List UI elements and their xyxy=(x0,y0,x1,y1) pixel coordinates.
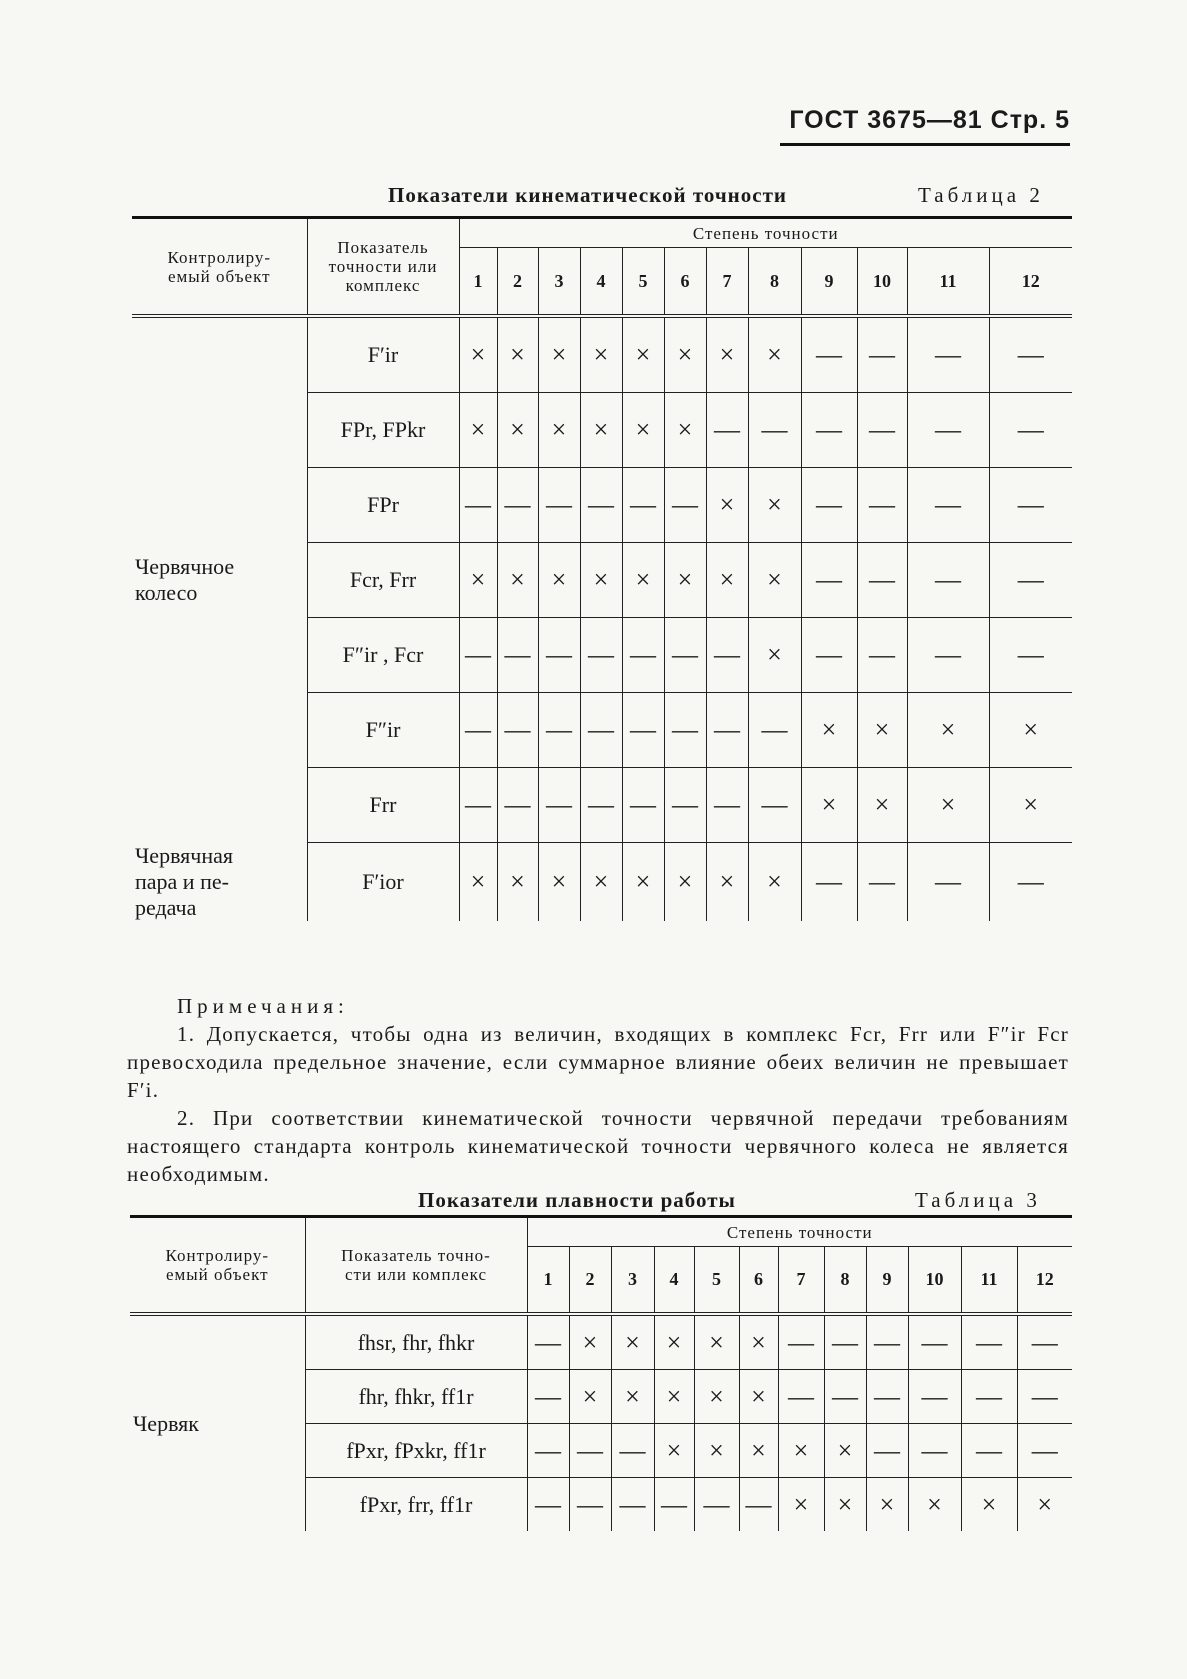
dash-mark: — xyxy=(654,1478,694,1532)
indicator-cell: FPr, FPkr xyxy=(307,393,459,468)
header-degree-1: 1 xyxy=(459,248,497,317)
cross-mark: × xyxy=(857,693,907,768)
cross-mark: × xyxy=(694,1314,739,1370)
table2-title: Показатели кинематической точности xyxy=(388,183,788,207)
cross-mark: × xyxy=(538,843,580,921)
dash-mark: — xyxy=(459,618,497,693)
dash-mark: — xyxy=(1017,1370,1072,1424)
dash-mark: — xyxy=(907,543,989,618)
header-degree-12: 12 xyxy=(1017,1247,1072,1315)
cross-mark: × xyxy=(801,693,857,768)
note-1: 1. Допускается, чтобы одна из величин, входящих в комплекс Fcr, Frr или F″ir Fcr превосходила предельное значение, если суммарное влияние обеих величин не превышает F′i. xyxy=(127,1022,1069,1102)
header-degree-7: 7 xyxy=(706,248,748,317)
cross-mark: × xyxy=(907,768,989,843)
dash-mark: — xyxy=(538,468,580,543)
dash-mark: — xyxy=(824,1314,866,1370)
dash-mark: — xyxy=(907,393,989,468)
dash-mark: — xyxy=(801,843,857,921)
cross-mark: × xyxy=(961,1478,1017,1532)
table-row xyxy=(132,316,1072,393)
indicator-cell: fPxr, fPxkr, ff1r xyxy=(305,1424,527,1478)
header-degree-6: 6 xyxy=(664,248,706,317)
header-degree-12: 12 xyxy=(989,248,1072,317)
dash-mark: — xyxy=(611,1424,654,1478)
header-indicator: Показатель точности или комплекс xyxy=(307,218,459,317)
cross-mark: × xyxy=(866,1478,908,1532)
cross-mark: × xyxy=(778,1424,824,1478)
dash-mark: — xyxy=(824,1370,866,1424)
header-degree-6: 6 xyxy=(739,1247,778,1315)
dash-mark: — xyxy=(778,1314,824,1370)
cross-mark: × xyxy=(497,843,538,921)
dash-mark: — xyxy=(664,618,706,693)
header-degree-9: 9 xyxy=(801,248,857,317)
table3 xyxy=(130,1215,1072,1531)
header-degree: Степень точности xyxy=(459,218,1072,248)
dash-mark: — xyxy=(857,843,907,921)
indicator-cell: Frr xyxy=(307,768,459,843)
dash-mark: — xyxy=(497,468,538,543)
dash-mark: — xyxy=(622,693,664,768)
cross-mark: × xyxy=(622,843,664,921)
dash-mark: — xyxy=(857,543,907,618)
dash-mark: — xyxy=(611,1478,654,1532)
dash-mark: — xyxy=(569,1478,611,1532)
dash-mark: — xyxy=(706,768,748,843)
cross-mark: × xyxy=(664,543,706,618)
header-degree-5: 5 xyxy=(622,248,664,317)
indicator-cell: F′ir xyxy=(307,316,459,393)
dash-mark: — xyxy=(748,693,801,768)
indicator-cell: F′ior xyxy=(307,843,459,921)
header-degree-7: 7 xyxy=(778,1247,824,1315)
dash-mark: — xyxy=(989,543,1072,618)
dash-mark: — xyxy=(527,1314,569,1370)
dash-mark: — xyxy=(908,1370,961,1424)
dash-mark: — xyxy=(961,1370,1017,1424)
dash-mark: — xyxy=(801,618,857,693)
header-degree-2: 2 xyxy=(569,1247,611,1315)
cross-mark: × xyxy=(538,393,580,468)
header-degree-11: 11 xyxy=(907,248,989,317)
dash-mark: — xyxy=(527,1478,569,1532)
header-degree-11: 11 xyxy=(961,1247,1017,1315)
dash-mark: — xyxy=(527,1370,569,1424)
dash-mark: — xyxy=(801,393,857,468)
cross-mark: × xyxy=(989,768,1072,843)
indicator-cell: fhsr, fhr, fhkr xyxy=(305,1314,527,1370)
dash-mark: — xyxy=(459,768,497,843)
cross-mark: × xyxy=(622,393,664,468)
header-degree-10: 10 xyxy=(857,248,907,317)
cross-mark: × xyxy=(654,1370,694,1424)
cross-mark: × xyxy=(580,316,622,393)
cross-mark: × xyxy=(748,468,801,543)
cross-mark: × xyxy=(694,1370,739,1424)
dash-mark: — xyxy=(580,693,622,768)
dash-mark: — xyxy=(538,693,580,768)
dash-mark: — xyxy=(989,468,1072,543)
dash-mark: — xyxy=(857,316,907,393)
dash-mark: — xyxy=(989,843,1072,921)
header-degree-8: 8 xyxy=(748,248,801,317)
dash-mark: — xyxy=(527,1424,569,1478)
cross-mark: × xyxy=(611,1370,654,1424)
cross-mark: × xyxy=(459,843,497,921)
cross-mark: × xyxy=(857,768,907,843)
dash-mark: — xyxy=(664,693,706,768)
indicator-cell: F″ir , Fcr xyxy=(307,618,459,693)
dash-mark: — xyxy=(748,393,801,468)
dash-mark: — xyxy=(622,768,664,843)
dash-mark: — xyxy=(622,618,664,693)
header-degree-3: 3 xyxy=(538,248,580,317)
cross-mark: × xyxy=(664,393,706,468)
cross-mark: × xyxy=(824,1424,866,1478)
cross-mark: × xyxy=(1017,1478,1072,1532)
cross-mark: × xyxy=(778,1478,824,1532)
dash-mark: — xyxy=(801,468,857,543)
cross-mark: × xyxy=(748,618,801,693)
dash-mark: — xyxy=(580,468,622,543)
cross-mark: × xyxy=(908,1478,961,1532)
cross-mark: × xyxy=(622,316,664,393)
table3-title: Показатели плавности работы xyxy=(418,1188,736,1212)
cross-mark: × xyxy=(459,316,497,393)
indicator-cell: fPxr, frr, ff1r xyxy=(305,1478,527,1532)
cross-mark: × xyxy=(538,316,580,393)
dash-mark: — xyxy=(907,468,989,543)
header-degree-4: 4 xyxy=(580,248,622,317)
header-degree-5: 5 xyxy=(694,1247,739,1315)
dash-mark: — xyxy=(538,768,580,843)
cross-mark: × xyxy=(664,316,706,393)
dash-mark: — xyxy=(497,768,538,843)
cross-mark: × xyxy=(497,316,538,393)
dash-mark: — xyxy=(748,768,801,843)
cross-mark: × xyxy=(706,316,748,393)
dash-mark: — xyxy=(1017,1314,1072,1370)
cross-mark: × xyxy=(706,468,748,543)
dash-mark: — xyxy=(569,1424,611,1478)
header-degree: Степень точности xyxy=(527,1217,1072,1247)
header-object: Контролиру- емый объект xyxy=(132,218,307,317)
dash-mark: — xyxy=(908,1424,961,1478)
table-row xyxy=(130,1314,1072,1370)
table2 xyxy=(132,216,1072,921)
dash-mark: — xyxy=(801,543,857,618)
object-cell: Червяк xyxy=(133,1410,199,1436)
dash-mark: — xyxy=(989,393,1072,468)
indicator-cell: fhr, fhkr, ff1r xyxy=(305,1370,527,1424)
dash-mark: — xyxy=(961,1314,1017,1370)
dash-mark: — xyxy=(801,316,857,393)
object-cell: Червячное колесо xyxy=(135,554,235,606)
cross-mark: × xyxy=(580,543,622,618)
indicator-cell: FPr xyxy=(307,468,459,543)
dash-mark: — xyxy=(989,618,1072,693)
cross-mark: × xyxy=(739,1424,778,1478)
header-degree-1: 1 xyxy=(527,1247,569,1315)
header-degree-9: 9 xyxy=(866,1247,908,1315)
dash-mark: — xyxy=(866,1424,908,1478)
cross-mark: × xyxy=(538,543,580,618)
cross-mark: × xyxy=(748,316,801,393)
cross-mark: × xyxy=(694,1424,739,1478)
header-degree-4: 4 xyxy=(654,1247,694,1315)
dash-mark: — xyxy=(857,393,907,468)
indicator-cell: F″ir xyxy=(307,693,459,768)
dash-mark: — xyxy=(989,316,1072,393)
dash-mark: — xyxy=(622,468,664,543)
dash-mark: — xyxy=(961,1424,1017,1478)
cross-mark: × xyxy=(801,768,857,843)
header-row-1 xyxy=(130,1217,1072,1247)
note-2: 2. При соответствии кинематической точности червячной передачи требованиям настоящего стандарта контроль кинематической точности червячного колеса не является необходимым. xyxy=(127,1106,1069,1186)
notes-block xyxy=(127,992,1069,1188)
indicator-cell: Fcr, Frr xyxy=(307,543,459,618)
cross-mark: × xyxy=(622,543,664,618)
dash-mark: — xyxy=(664,468,706,543)
dash-mark: — xyxy=(497,693,538,768)
dash-mark: — xyxy=(1017,1424,1072,1478)
object-cell: Червячная пара и пе- редача xyxy=(135,842,234,920)
dash-mark: — xyxy=(459,693,497,768)
dash-mark: — xyxy=(908,1314,961,1370)
dash-mark: — xyxy=(694,1478,739,1532)
dash-mark: — xyxy=(538,618,580,693)
cross-mark: × xyxy=(569,1370,611,1424)
dash-mark: — xyxy=(866,1314,908,1370)
dash-mark: — xyxy=(907,618,989,693)
cross-mark: × xyxy=(706,543,748,618)
cross-mark: × xyxy=(706,843,748,921)
notes-heading: Примечания: xyxy=(177,994,349,1018)
cross-mark: × xyxy=(497,393,538,468)
cross-mark: × xyxy=(989,693,1072,768)
table-row xyxy=(132,843,1072,921)
cross-mark: × xyxy=(459,393,497,468)
cross-mark: × xyxy=(739,1370,778,1424)
cross-mark: × xyxy=(569,1314,611,1370)
cross-mark: × xyxy=(611,1314,654,1370)
dash-mark: — xyxy=(497,618,538,693)
cross-mark: × xyxy=(824,1478,866,1532)
cross-mark: × xyxy=(580,393,622,468)
cross-mark: × xyxy=(654,1424,694,1478)
cross-mark: × xyxy=(497,543,538,618)
dash-mark: — xyxy=(907,316,989,393)
dash-mark: — xyxy=(857,468,907,543)
dash-mark: — xyxy=(706,393,748,468)
header-degree-8: 8 xyxy=(824,1247,866,1315)
dash-mark: — xyxy=(706,693,748,768)
cross-mark: × xyxy=(739,1314,778,1370)
dash-mark: — xyxy=(907,843,989,921)
header-degree-2: 2 xyxy=(497,248,538,317)
dash-mark: — xyxy=(706,618,748,693)
dash-mark: — xyxy=(580,618,622,693)
cross-mark: × xyxy=(580,843,622,921)
header-degree-3: 3 xyxy=(611,1247,654,1315)
header-degree-10: 10 xyxy=(908,1247,961,1315)
header-row-1 xyxy=(132,218,1072,248)
dash-mark: — xyxy=(459,468,497,543)
dash-mark: — xyxy=(739,1478,778,1532)
cross-mark: × xyxy=(907,693,989,768)
dash-mark: — xyxy=(866,1370,908,1424)
cross-mark: × xyxy=(664,843,706,921)
table3-number: Таблица 3 xyxy=(915,1188,1041,1212)
dash-mark: — xyxy=(857,618,907,693)
cross-mark: × xyxy=(748,543,801,618)
dash-mark: — xyxy=(580,768,622,843)
header-object: Контролиру- емый объект xyxy=(130,1217,305,1315)
dash-mark: — xyxy=(664,768,706,843)
table2-number: Таблица 2 xyxy=(918,183,1044,207)
cross-mark: × xyxy=(748,843,801,921)
page-header: ГОСТ 3675—81 Стр. 5 xyxy=(780,106,1070,146)
dash-mark: — xyxy=(778,1370,824,1424)
header-indicator: Показатель точно- сти или комплекс xyxy=(305,1217,527,1315)
cross-mark: × xyxy=(459,543,497,618)
cross-mark: × xyxy=(654,1314,694,1370)
